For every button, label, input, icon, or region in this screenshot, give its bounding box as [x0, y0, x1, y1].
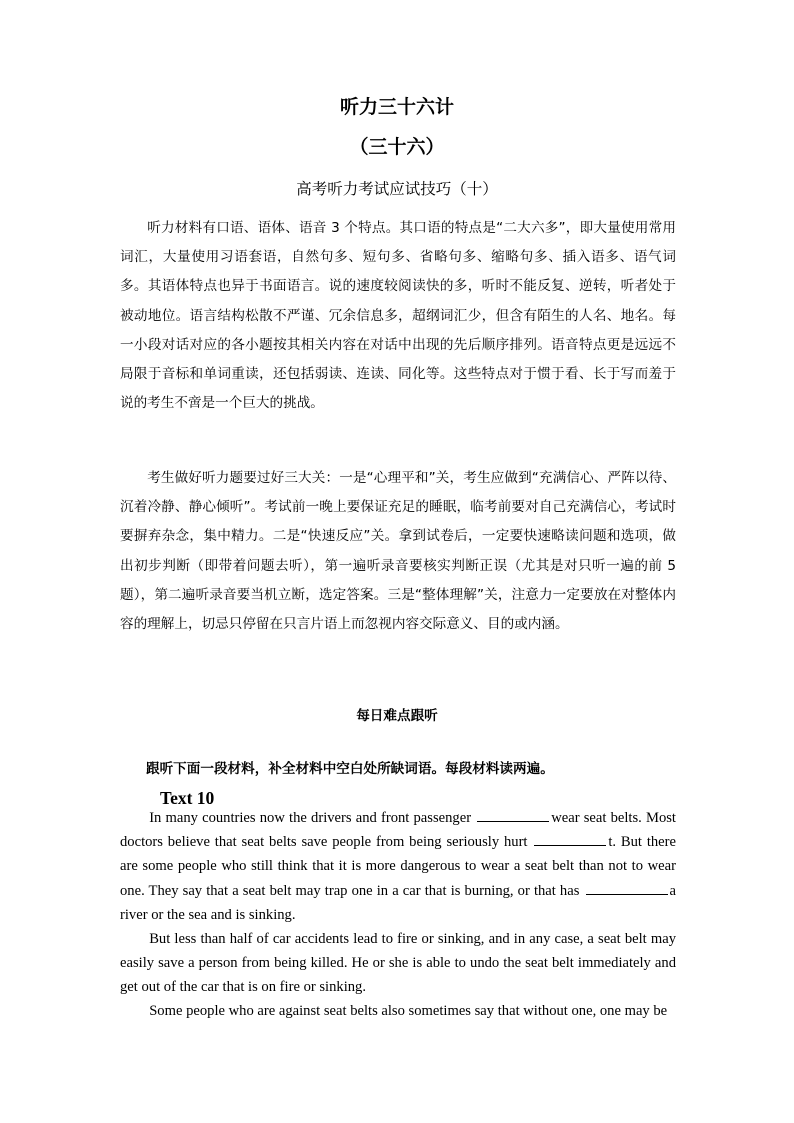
exercise-instruction: 跟听下面一段材料，补全材料中空白处所缺词语。每段材料读两遍。: [146, 761, 554, 777]
english-paragraph-3: Some people who are against seat belts also sometimes say that without one, one may be: [149, 1003, 668, 1019]
episode-number: （三十六）: [349, 136, 445, 158]
fill-blank-1[interactable]: [477, 807, 549, 822]
fill-blank-3[interactable]: [586, 880, 668, 895]
fill-blank-2[interactable]: [534, 831, 606, 846]
english-paragraph-2: But less than half of car accidents lead to fire or sinking, and in any case, a seat belt may easily save a person from being killed. He or she is able to undo the seat belt immediately and get out of the car that is on fire or sinking.: [120, 931, 676, 996]
english-paragraph-1: [120, 806, 676, 927]
page-subtitle: 高考听力考试应试技巧（十）: [296, 180, 498, 198]
english-text: t. But there are some people who still think that it is more dangerous to wear a seat belt than not to wear one. They say that a seat belt may trap one in a car that is burning, or that has: [120, 834, 676, 899]
text-label: Text 10: [160, 788, 215, 808]
english-text: In many countries now the drivers and front passenger: [149, 810, 472, 826]
english-text: wear seat belts. Most doctors believe that seat belts save people from being seriously hurt: [120, 810, 676, 851]
page-title: 听力三十六计: [339, 96, 454, 118]
paragraph-three-passes: 考生做好听力题要过好三大关：一是“心理平和”关，考生应做到“充满信心、严阵以待、沉着冷静、静心倾听”。考试前一晚上要保证充足的睡眠，临考前要对自己充满信心，考试时要摒弃杂念，集中精力。二是“快速反应”关。拿到试卷后，一定要快速略读问题和选项，做出初步判断（即带着问题去听），第一遍听录音要核实判断正误（尤其是对只听一遍的前 5 题），第二遍听录音要当机立断，选定答案。三是“整体理解”关，注意力一定要放在对整体内容的理解上，切忌只停留在只言片语上而忽视内容交际意义、目的或内涵。: [120, 470, 676, 633]
english-text: a river or the sea and is sinking.: [120, 882, 676, 923]
section-heading: 每日难点跟听: [356, 708, 438, 724]
paragraph-listening-features: 听力材料有口语、语体、语音 3 个特点。其口语的特点是“二大六多”，即大量使用常用词汇，大量使用习语套语，自然句多、短句多、省略句多、缩略句多、插入语多、语气词多。其语体特点也异于书面语言。说的速度较阅读快的多，听时不能反复、逆转，听者处于被动地位。语言结构松散不严谨、冗余信息多，超纲词汇少，但含有陌生的人名、地名。每一小段对话对应的各小题按其相关内容在对话中出现的先后顺序排列。语音特点更是远远不局限于音标和单词重读，还包括弱读、连读、同化等。这些特点对于惯于看、长于写而羞于说的考生不啻是一个巨大的挑战。: [120, 220, 676, 412]
